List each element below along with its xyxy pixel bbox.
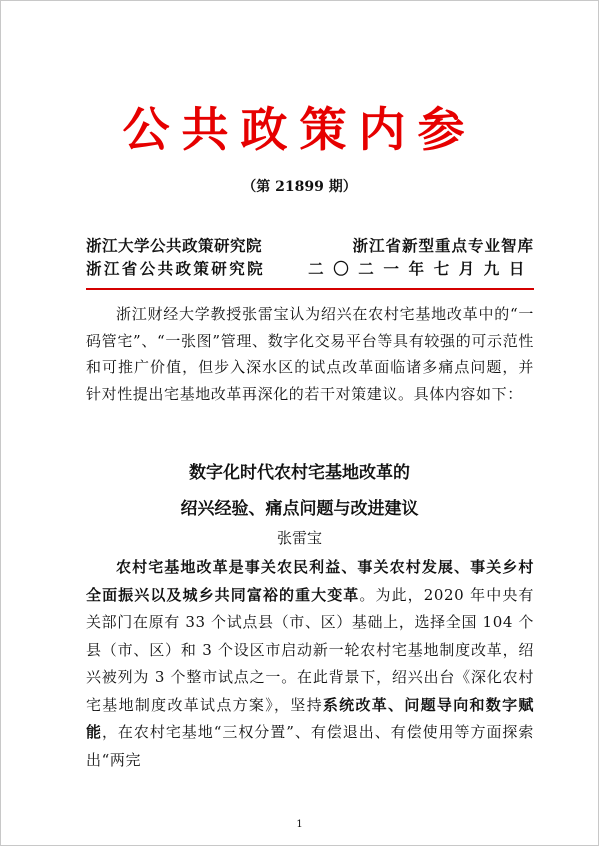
intro-paragraph: 浙江财经大学教授张雷宝认为绍兴在农村宅基地改革中的“一码管宅”、“一张图”管理、数字化交易平台等具有较强的可示范性和可推广价值，但步入深水区的试点改革面临诸多痛点问题，并针对性提出宅基地改革再深化的若干对策建议。具体内容如下： [86, 305, 534, 403]
header-divider [86, 288, 534, 290]
body-text-2: ，在农村宅基地“三权分置”、有偿退出、有偿使用等方面探索出“两完 [86, 723, 534, 769]
institute-name: 浙江省公共政策研究院 [86, 259, 266, 278]
article-title-line-1: 数字化时代农村宅基地改革的 [189, 463, 410, 483]
masthead-title: 公共政策内参 [122, 103, 477, 158]
body-paragraph [86, 554, 534, 774]
article-title-line-2: 绍兴经验、痛点问题与改进建议 [180, 499, 419, 519]
issue-number: （第 21899 期） [242, 179, 357, 195]
think-tank-label: 浙江省新型重点专业智库 [352, 236, 534, 255]
publication-date: 二〇二一年七月九日 [308, 259, 534, 278]
publisher-name: 浙江大学公共政策研究院 [86, 236, 263, 255]
page-number: 1 [296, 819, 303, 830]
body-bold-lead: 农村宅基地改革是事关农民利益、事关农村发展、事关乡村全面振兴以及城乡共同富裕的重大变革 [86, 558, 534, 604]
body-bold-emphasis: 系统改革、问题导向和数字赋能 [86, 695, 534, 741]
body-text-1: 。为此，2020 年中央有关部门在原有 33 个试点县（市、区）基础上，选择全国 104 个县（市、区）和 3 个设区市启动新一轮农村宅基地制度改革，绍兴被列为 3 个整市试点之一。在此背景下，绍兴出台《深化农村宅基地制度改革试点方案》，坚持 [86, 585, 535, 714]
article-author: 张雷宝 [276, 529, 322, 547]
